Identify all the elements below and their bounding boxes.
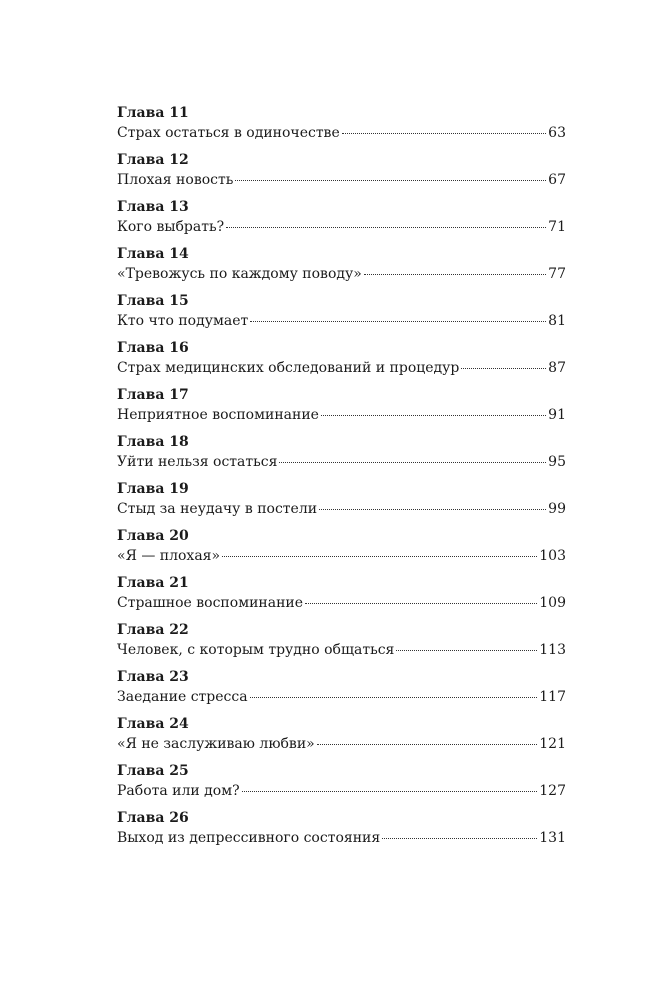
chapter-title: Выход из депрессивного состояния: [117, 830, 381, 846]
toc-entry: [117, 335, 566, 382]
page-number: 87: [548, 360, 566, 376]
toc-line[interactable]: [117, 593, 566, 613]
toc-entry: [117, 523, 566, 570]
chapter-title: Страшное воспоминание: [117, 595, 304, 611]
toc-line[interactable]: [117, 828, 566, 848]
toc-entry: [117, 194, 566, 241]
chapter-title: «Я не заслуживаю любви»: [117, 736, 315, 752]
toc-entry: [117, 476, 566, 523]
chapter-label: Глава 21: [117, 575, 189, 591]
dot-leader: [279, 461, 546, 463]
chapter-label: Глава 13: [117, 199, 189, 215]
chapter-label: Глава 15: [117, 293, 189, 309]
chapter-title: Заедание стресса: [117, 689, 248, 705]
chapter-title: Кто что подумает: [117, 313, 249, 329]
page-number: 63: [548, 125, 566, 141]
chapter-title: Страх медицинских обследований и процедур: [117, 360, 460, 376]
toc-entry: [117, 382, 566, 429]
chapter-label: Глава 19: [117, 481, 189, 497]
toc-line[interactable]: [117, 734, 566, 754]
toc-line[interactable]: [117, 123, 566, 143]
toc-entry: [117, 429, 566, 476]
chapter-label: Глава 11: [117, 105, 189, 121]
page-number: 121: [539, 736, 566, 752]
dot-leader: [250, 320, 546, 322]
chapter-title: Неприятное воспоминание: [117, 407, 319, 423]
page-number: 81: [548, 313, 566, 329]
page-number: 103: [539, 548, 566, 564]
chapter-label: Глава 26: [117, 810, 189, 826]
page-number: 95: [548, 454, 566, 470]
toc-line[interactable]: [117, 499, 566, 519]
dot-leader: [461, 367, 546, 369]
page-number: 99: [548, 501, 566, 517]
dot-leader: [222, 555, 537, 557]
chapter-title: Плохая новость: [117, 172, 234, 188]
toc-line[interactable]: [117, 170, 566, 190]
chapter-label: Глава 12: [117, 152, 189, 168]
toc-line[interactable]: [117, 781, 566, 801]
chapter-label: Глава 17: [117, 387, 189, 403]
toc-line[interactable]: [117, 264, 566, 284]
dot-leader: [226, 226, 546, 228]
toc-entry: [117, 664, 566, 711]
page-number: 109: [539, 595, 566, 611]
toc-entry: [117, 570, 566, 617]
dot-leader: [242, 790, 538, 792]
dot-leader: [321, 414, 546, 416]
dot-leader: [382, 837, 537, 839]
page-number: 113: [539, 642, 566, 658]
page-number: 117: [539, 689, 566, 705]
dot-leader: [305, 602, 537, 604]
toc-entry: [117, 100, 566, 147]
dot-leader: [342, 132, 546, 134]
chapter-label: Глава 23: [117, 669, 189, 685]
chapter-title: Человек, с которым трудно общаться: [117, 642, 395, 658]
dot-leader: [364, 273, 546, 275]
chapter-title: Работа или дом?: [117, 783, 240, 799]
toc-line[interactable]: [117, 358, 566, 378]
toc-line[interactable]: [117, 405, 566, 425]
chapter-label: Глава 16: [117, 340, 189, 356]
page-number: 71: [548, 219, 566, 235]
toc-entry: [117, 288, 566, 335]
toc-line[interactable]: [117, 217, 566, 237]
toc-line[interactable]: [117, 687, 566, 707]
page-number: 67: [548, 172, 566, 188]
toc-line[interactable]: [117, 640, 566, 660]
toc-line[interactable]: [117, 311, 566, 331]
toc-entry: [117, 805, 566, 852]
chapter-label: Глава 14: [117, 246, 189, 262]
toc-entry: [117, 758, 566, 805]
dot-leader: [250, 696, 538, 698]
page-number: 131: [539, 830, 566, 846]
dot-leader: [235, 179, 546, 181]
chapter-title: Кого выбрать?: [117, 219, 225, 235]
chapter-title: «Я — плохая»: [117, 548, 221, 564]
chapter-label: Глава 20: [117, 528, 189, 544]
chapter-label: Глава 22: [117, 622, 189, 638]
chapter-label: Глава 24: [117, 716, 189, 732]
page-number: 91: [548, 407, 566, 423]
chapter-title: Стыд за неудачу в постели: [117, 501, 318, 517]
chapter-title: Уйти нельзя остаться: [117, 454, 278, 470]
toc-entry: [117, 147, 566, 194]
toc-line[interactable]: [117, 546, 566, 566]
chapter-title: «Тревожусь по каждому поводу»: [117, 266, 362, 282]
dot-leader: [317, 743, 538, 745]
chapter-label: Глава 18: [117, 434, 189, 450]
chapter-title: Страх остаться в одиночестве: [117, 125, 340, 141]
table-of-contents: [117, 100, 566, 852]
toc-entry: [117, 711, 566, 758]
page-number: 127: [539, 783, 566, 799]
chapter-label: Глава 25: [117, 763, 189, 779]
toc-entry: [117, 241, 566, 288]
page-number: 77: [548, 266, 566, 282]
toc-line[interactable]: [117, 452, 566, 472]
dot-leader: [396, 649, 537, 651]
dot-leader: [319, 508, 546, 510]
toc-entry: [117, 617, 566, 664]
